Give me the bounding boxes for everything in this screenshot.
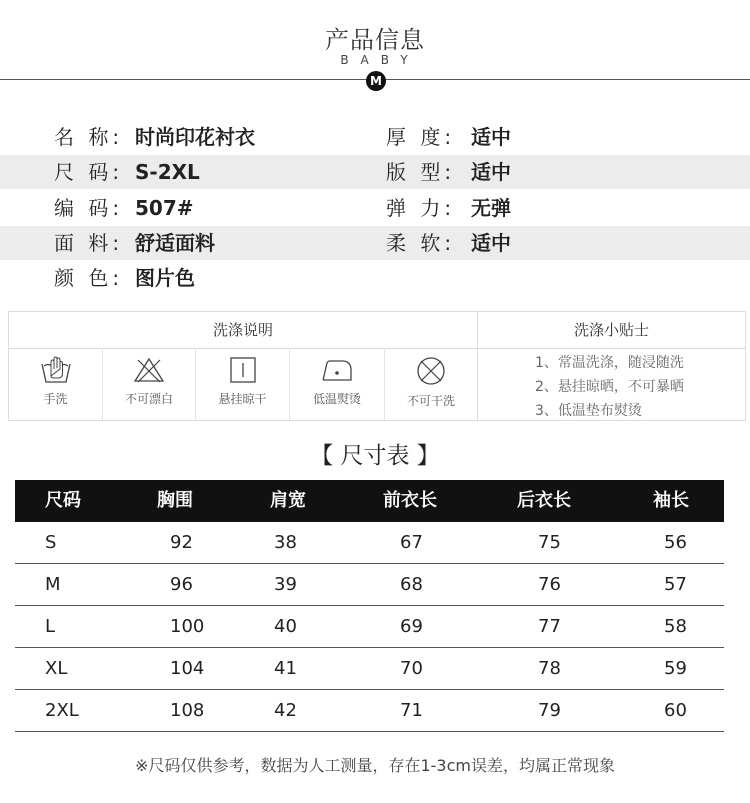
table-cell: 56	[664, 532, 687, 553]
table-cell: 42	[274, 700, 297, 721]
info-label: 柔 软:	[386, 231, 456, 255]
table-cell: 78	[538, 658, 561, 679]
table-row	[15, 606, 724, 648]
table-cell: 104	[170, 658, 205, 679]
info-value: 适中	[471, 231, 511, 255]
care-item	[9, 356, 102, 420]
table-cell: 79	[538, 700, 561, 721]
column-header: 肩宽	[270, 490, 306, 511]
info-label: 尺 码:	[54, 160, 124, 184]
page-subtitle: BABY	[340, 53, 420, 67]
table-row	[15, 648, 724, 690]
size-table-title: 【 尺寸表 】	[310, 443, 440, 469]
info-label: 编 码:	[54, 196, 124, 220]
care-label: 手洗	[43, 392, 68, 406]
care-item	[290, 356, 384, 420]
table-cell: 75	[538, 532, 561, 553]
table-row	[15, 690, 724, 732]
table-cell: 39	[274, 574, 297, 595]
info-row	[0, 261, 750, 295]
table-row	[15, 564, 724, 606]
info-row	[0, 120, 750, 154]
care-label: 悬挂晾干	[218, 392, 267, 406]
care-item	[385, 356, 477, 420]
table-cell: 69	[400, 616, 423, 637]
page-title: 产品信息	[325, 26, 425, 54]
care-item	[196, 356, 289, 420]
no-bleach-icon	[133, 356, 165, 384]
table-row	[15, 522, 724, 564]
washing-tip: 1、常温洗涤，随浸随洗	[535, 355, 684, 371]
washing-tip: 3、低温垫布熨烫	[535, 403, 642, 419]
column-header: 尺码	[45, 490, 81, 511]
info-row	[0, 191, 750, 225]
table-cell: 59	[664, 658, 687, 679]
info-label: 名 称:	[54, 125, 124, 149]
info-label: 版 型:	[386, 160, 456, 184]
table-cell: 38	[274, 532, 297, 553]
low-iron-icon	[320, 356, 354, 384]
table-cell: 70	[400, 658, 423, 679]
table-cell: 41	[274, 658, 297, 679]
info-value: 适中	[471, 160, 511, 184]
info-value: 图片色	[135, 266, 195, 290]
washing-tips-heading: 洗涤小贴士	[478, 312, 745, 349]
info-value: 舒适面料	[135, 231, 215, 255]
care-label: 低温熨烫	[312, 392, 361, 406]
info-label: 面 料:	[54, 231, 124, 255]
table-cell: 57	[664, 574, 687, 595]
column-header: 前衣长	[383, 490, 437, 511]
table-cell: L	[45, 616, 56, 637]
table-cell: 40	[274, 616, 297, 637]
size-table-header	[15, 480, 724, 522]
info-row	[0, 226, 750, 260]
table-cell: 76	[538, 574, 561, 595]
table-cell: 68	[400, 574, 423, 595]
table-cell: 2XL	[45, 700, 79, 721]
table-cell: M	[45, 574, 61, 595]
table-cell: 58	[664, 616, 687, 637]
info-value: S-2XL	[135, 160, 200, 184]
info-label: 颜 色:	[54, 266, 124, 290]
no-tumble-dry-icon	[415, 356, 447, 386]
hang-dry-icon	[227, 356, 259, 384]
table-cell: 100	[170, 616, 205, 637]
info-value: 时尚印花衬衣	[135, 125, 255, 149]
info-value: 507#	[135, 196, 194, 220]
size-badge: M	[366, 71, 386, 91]
washing-instructions-heading: 洗涤说明	[9, 312, 477, 349]
info-label: 弹 力:	[386, 196, 456, 220]
info-row	[0, 155, 750, 189]
care-label: 不可干洗	[406, 394, 455, 408]
washing-tip: 2、悬挂晾晒，不可暴晒	[535, 379, 684, 395]
table-cell: 71	[400, 700, 423, 721]
column-header: 胸围	[157, 490, 193, 511]
table-cell: 60	[664, 700, 687, 721]
table-cell: 96	[170, 574, 193, 595]
column-divider	[477, 312, 478, 420]
care-item	[103, 356, 195, 420]
info-value: 无弹	[471, 196, 511, 220]
table-cell: S	[45, 532, 57, 553]
table-cell: 108	[170, 700, 205, 721]
washing-panel	[8, 311, 746, 421]
hand-wash-icon	[40, 356, 72, 384]
table-cell: 67	[400, 532, 423, 553]
info-label: 厚 度:	[386, 125, 456, 149]
table-cell: XL	[45, 658, 68, 679]
size-note: ※尺码仅供参考，数据为人工测量，存在1-3cm误差，均属正常现象	[135, 756, 615, 775]
info-value: 适中	[471, 125, 511, 149]
column-header: 袖长	[653, 490, 689, 511]
table-cell: 92	[170, 532, 193, 553]
column-header: 后衣长	[517, 490, 571, 511]
care-label: 不可漂白	[124, 392, 173, 406]
table-cell: 77	[538, 616, 561, 637]
